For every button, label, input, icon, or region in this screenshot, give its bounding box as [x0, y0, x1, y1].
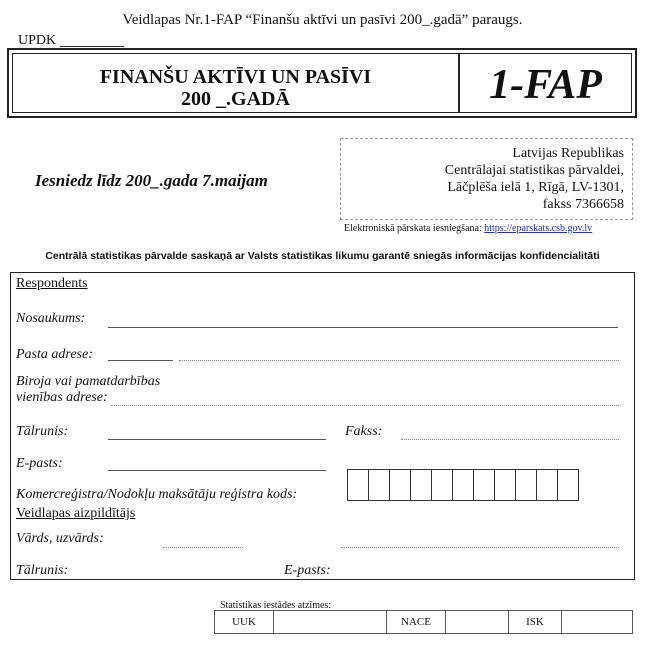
- phone-label: Tālrunis:: [16, 424, 69, 439]
- phone-field[interactable]: [108, 439, 326, 440]
- email-field[interactable]: [108, 470, 326, 471]
- form-header: [7, 48, 637, 118]
- register-code-cell[interactable]: [347, 469, 369, 501]
- office-address-label-line2: vienības adrese:: [16, 390, 108, 405]
- register-code-cell[interactable]: [494, 469, 516, 501]
- fullname-field-2[interactable]: [341, 547, 619, 548]
- postal-address-field-short[interactable]: [108, 360, 173, 361]
- name-field[interactable]: [108, 327, 618, 328]
- office-address-label-line1: Biroja vai pamatdarbības: [16, 374, 161, 389]
- uuk-field[interactable]: [274, 611, 387, 634]
- address-line-1: Latvijas Republikas: [512, 146, 624, 161]
- fullname-field-1[interactable]: [163, 547, 243, 548]
- register-code-cell[interactable]: [431, 469, 453, 501]
- form-title: [13, 66, 458, 110]
- document-caption: Veidlapas Nr.1-FAP “Finanšu aktīvi un pasīvi 200_.gadā” paraugs.: [122, 12, 523, 28]
- respondent-form: [10, 272, 635, 580]
- submission-deadline: Iesniedz līdz 200_.gada 7.maijam: [35, 171, 268, 190]
- register-code-cell[interactable]: [473, 469, 495, 501]
- form-title-line2: 200 _.GADĀ: [181, 88, 290, 110]
- register-code-cell[interactable]: [410, 469, 432, 501]
- filler-email-label: E-pasts:: [284, 563, 331, 578]
- updk-label: UPDK: [18, 33, 57, 48]
- stat-office-table: [214, 610, 633, 634]
- email-label: E-pasts:: [16, 456, 63, 471]
- respondent-heading: Respondents: [16, 276, 88, 291]
- address-box: [340, 138, 633, 220]
- register-code-cell[interactable]: [389, 469, 411, 501]
- nace-label: NACE: [387, 611, 446, 634]
- address-line-2: Centrālajai statistikas pārvaldei,: [444, 163, 624, 178]
- isk-field[interactable]: [562, 611, 633, 634]
- uuk-label: UUK: [215, 611, 274, 634]
- register-code-cells[interactable]: [348, 469, 579, 501]
- name-label: Nosaukums:: [16, 311, 86, 326]
- form-code: 1-FAP: [489, 62, 602, 108]
- nace-field[interactable]: [446, 611, 509, 634]
- form-filler-heading: Veidlapas aizpildītājs: [16, 506, 136, 521]
- register-code-cell[interactable]: [515, 469, 537, 501]
- eparskats-link[interactable]: https://eparskats.csb.gov.lv: [484, 223, 593, 234]
- office-address-label: [16, 374, 160, 406]
- register-code-cell[interactable]: [452, 469, 474, 501]
- electronic-submission-label: Elektroniskā pārskata iesniegšana:: [344, 223, 482, 234]
- register-code-cell[interactable]: [536, 469, 558, 501]
- electronic-submission: [344, 223, 592, 234]
- form-header-inner: [12, 53, 632, 113]
- office-address-field[interactable]: [111, 405, 619, 406]
- confidentiality-notice: Centrālā statistikas pārvalde saskaņā ar Valsts statistikas likumu garantē sniegās informācijas konfidencialitāti: [45, 250, 600, 262]
- recipient-address: [445, 145, 624, 213]
- filler-phone-label: Tālrunis:: [16, 563, 69, 578]
- stat-office-caption: Statistikas iestādes atzīmes:: [220, 600, 332, 611]
- address-line-4: fakss 7366658: [542, 197, 624, 212]
- address-line-3: Lāčplēša ielā 1, Rīgā, LV-1301,: [447, 180, 624, 195]
- postal-address-field[interactable]: [179, 360, 619, 361]
- fullname-label: Vārds, uzvārds:: [16, 531, 104, 546]
- form-title-line1: FINANŠU AKTĪVI UN PASĪVI: [99, 66, 372, 88]
- register-code-label: Komercreģistra/Nodokļu maksātāju reģistra kods:: [16, 487, 298, 502]
- postal-address-label: Pasta adrese:: [16, 347, 93, 362]
- fax-label: Fakss:: [345, 424, 383, 439]
- register-code-cell[interactable]: [368, 469, 390, 501]
- isk-label: ISK: [509, 611, 562, 634]
- register-code-cell[interactable]: [557, 469, 579, 501]
- updk-field-line[interactable]: [60, 46, 124, 47]
- fax-field[interactable]: [401, 439, 619, 440]
